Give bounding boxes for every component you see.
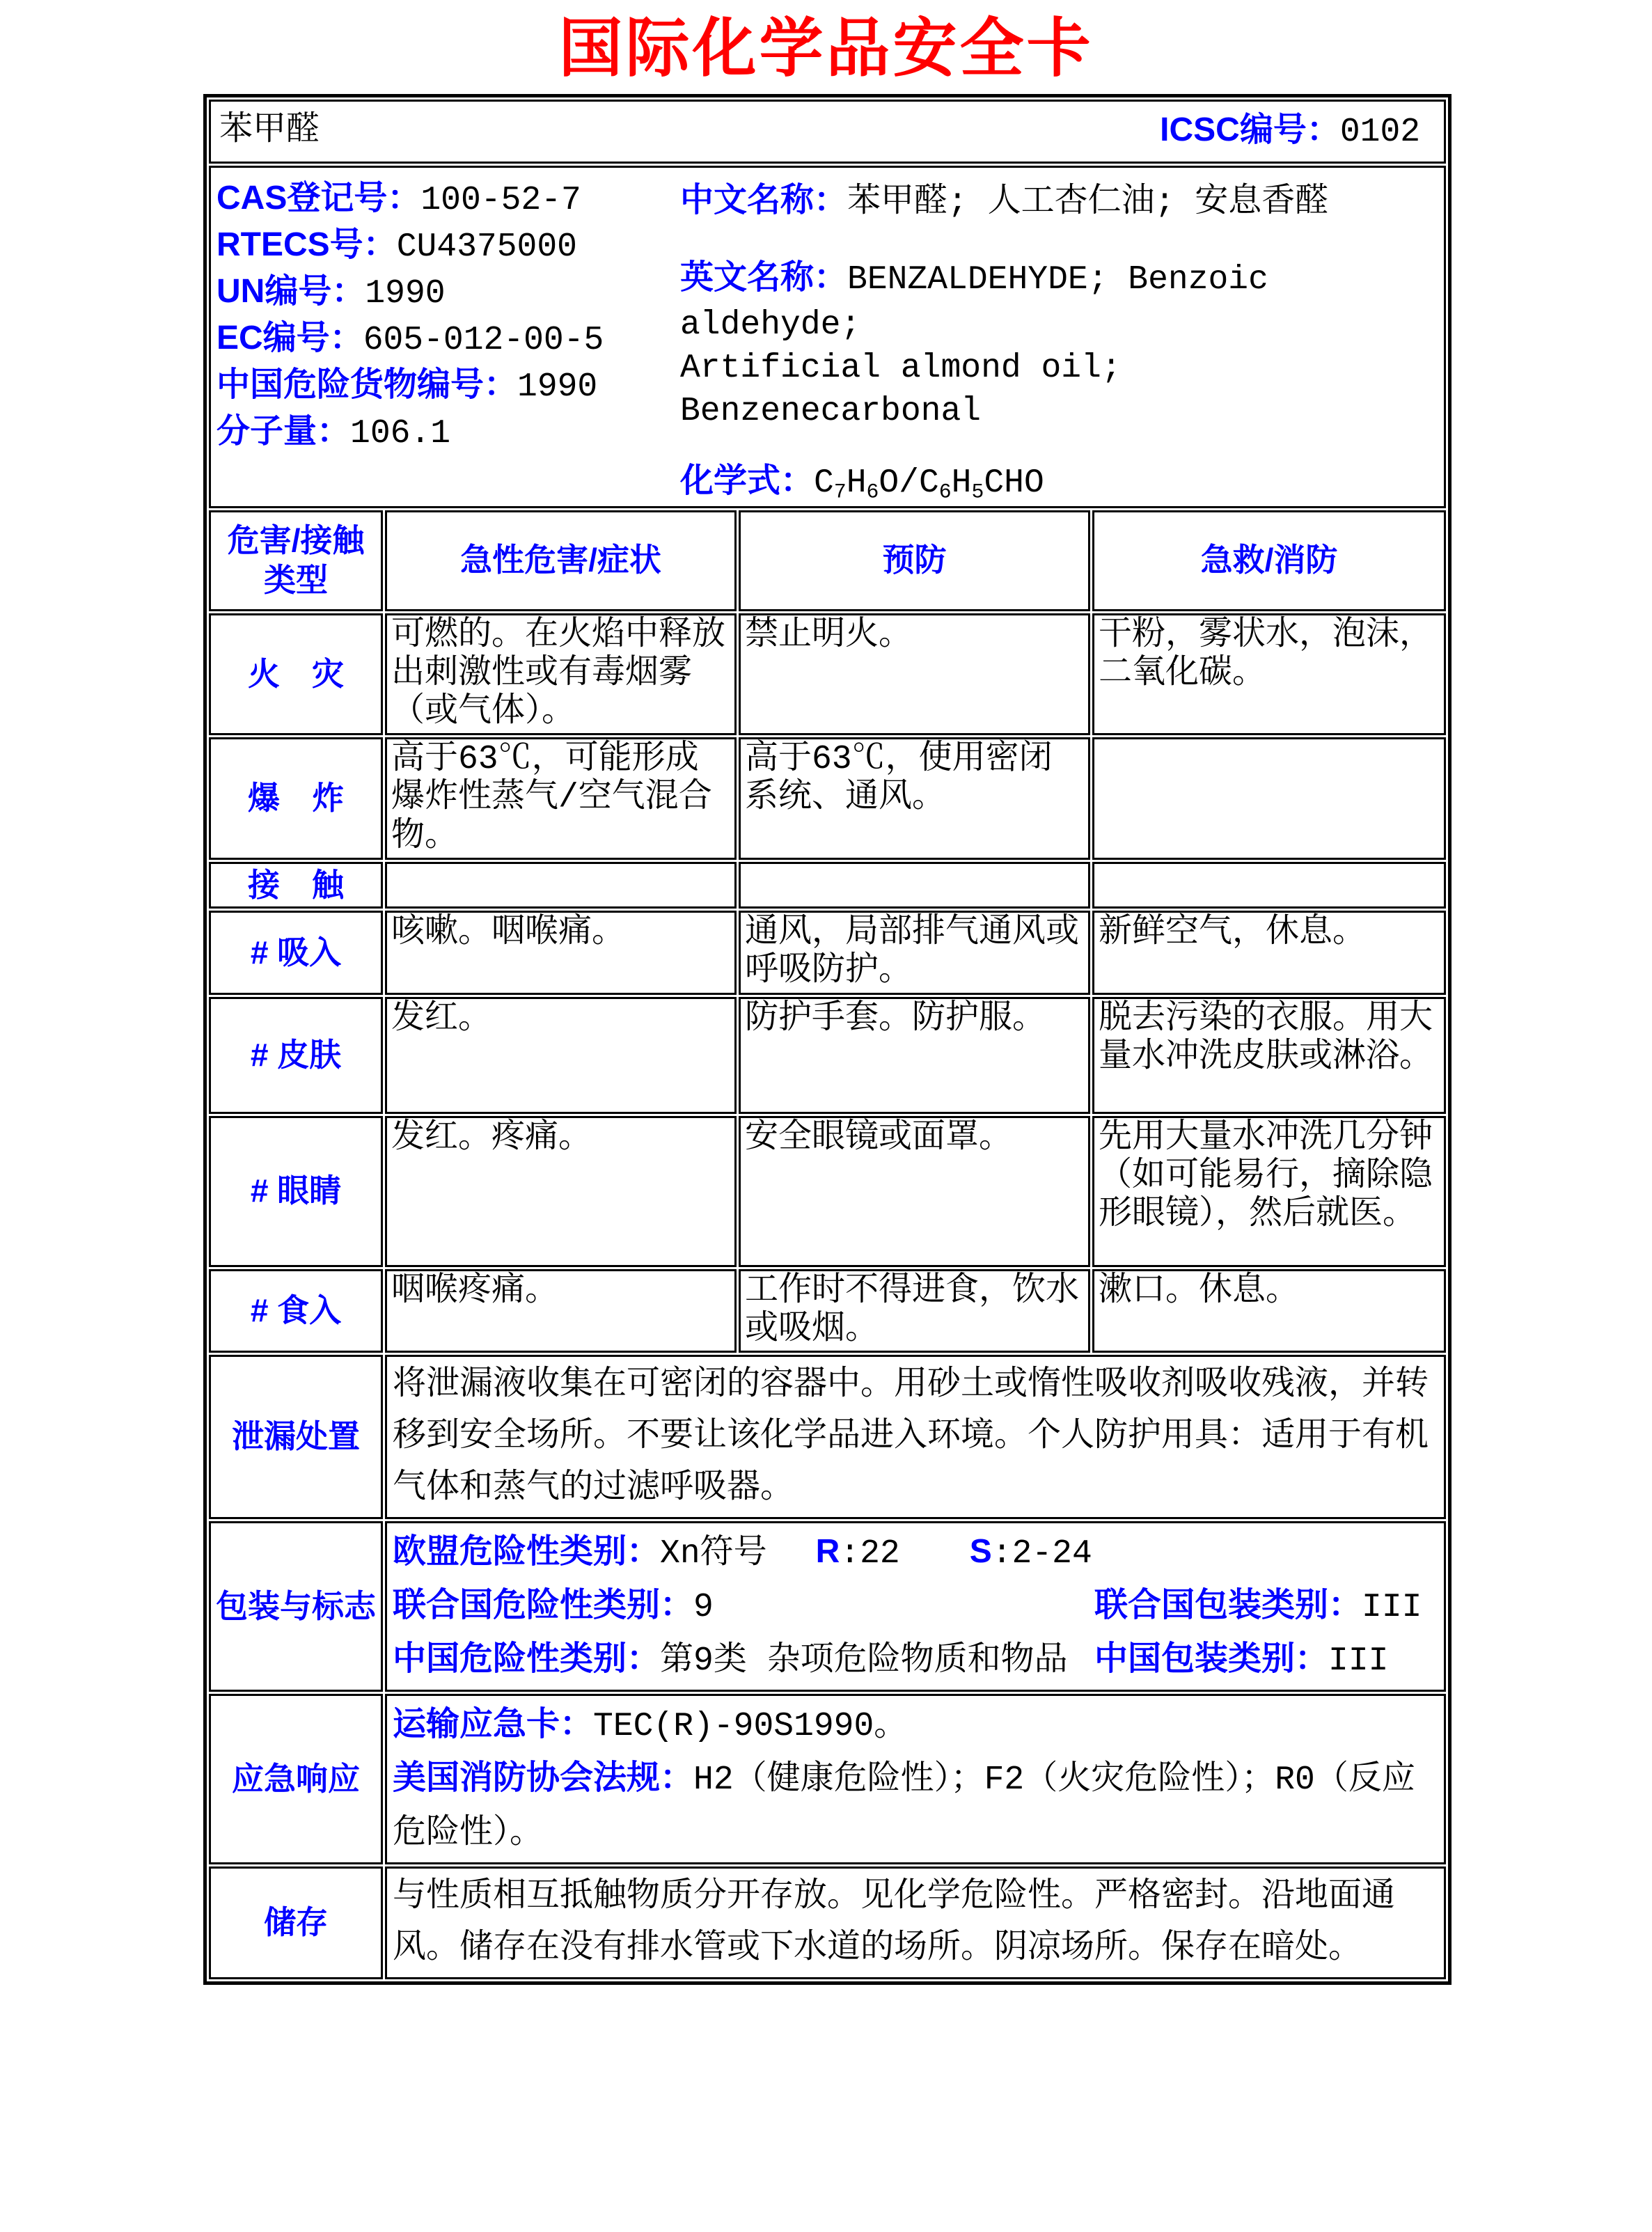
explosion-prevention-cell: 高于63℃，使用密闭系统、通风。 <box>739 737 1090 860</box>
r-phrase-label: R <box>815 1532 840 1570</box>
header-prevention: 预防 <box>739 510 1090 611</box>
mw-label: 分子量： <box>217 412 351 450</box>
skin-row <box>209 997 1446 1114</box>
explosion-type-label: 爆 炸 <box>209 737 383 860</box>
s-phrase-value: :2-24 <box>991 1534 1092 1573</box>
eyes-prevention-cell: 安全眼镜或面罩。 <box>739 1116 1090 1267</box>
zh-name-label: 中文名称： <box>680 181 848 219</box>
ingestion-prevention-cell: 工作时不得进食，饮水或吸烟。 <box>739 1269 1090 1353</box>
nfpa-label: 美国消防协会法规： <box>393 1759 694 1796</box>
inhalation-prevention-cell: 通风，局部排气通风或呼吸防护。 <box>739 911 1090 994</box>
rtecs-number-line <box>217 223 676 269</box>
packaging-labeling-row <box>209 1521 1446 1692</box>
spill-disposal-row <box>209 1355 1446 1519</box>
chinese-name-line <box>680 179 1435 224</box>
fire-response-cell: 干粉，雾状水，泡沫，二氧化碳。 <box>1092 613 1446 736</box>
safety-card-table <box>203 94 1452 1985</box>
cn-class-line <box>393 1633 1438 1687</box>
english-name-block <box>680 256 1435 433</box>
substance-name: 苯甲醛 <box>219 112 320 150</box>
cas-number-line <box>217 176 676 223</box>
mol-weight-line <box>217 409 676 456</box>
s-phrase-label: S <box>969 1532 992 1570</box>
formula-label: 化学式： <box>680 462 815 499</box>
eyes-type-label: # 眼睛 <box>209 1116 383 1267</box>
skin-response-cell: 脱去污染的衣服。用大量水冲洗皮肤或淋浴。 <box>1092 997 1446 1114</box>
ingestion-type-label: # 食入 <box>209 1269 383 1353</box>
rtecs-label: RTECS号： <box>217 226 397 263</box>
un-class-value: 9 <box>693 1588 714 1626</box>
eu-class-line <box>393 1526 1438 1580</box>
en-name-value-line2: Artificial almond oil; Benzenecarbonal <box>680 349 1122 430</box>
un-value: 1990 <box>365 274 446 313</box>
icsc-number: 0102 <box>1339 113 1421 151</box>
emergency-response-row <box>209 1694 1446 1864</box>
ec-number-line <box>217 316 676 363</box>
rtecs-value: CU4375000 <box>396 228 577 266</box>
cn-class-value: 第9类 杂项危险物质和物品 <box>660 1642 1068 1680</box>
ingestion-response-cell: 漱口。休息。 <box>1092 1269 1446 1353</box>
un-number-line <box>217 269 676 316</box>
explosion-row <box>209 737 1446 860</box>
skin-type-label: # 皮肤 <box>209 997 383 1114</box>
registry-ids <box>215 169 676 505</box>
cas-value: 100-52-7 <box>420 181 581 219</box>
explosion-symptoms-cell: 高于63℃，可能形成爆炸性蒸气/空气混合物。 <box>385 737 737 860</box>
eyes-response-cell: 先用大量水冲洗几分钟（如可能易行，摘除隐形眼镜），然后就医。 <box>1092 1116 1446 1267</box>
hazard-header-row <box>209 510 1446 611</box>
card-title-row <box>209 100 1446 164</box>
header-hazard-type: 危害/接触 类型 <box>209 510 383 611</box>
spill-disposal-text: 将泄漏液收集在可密闭的容器中。用砂土或惰性吸收剂吸收残液，并转移到安全场所。不要让该化学品进入环境。个人防护用具：适用于有机气体和蒸气的过滤呼吸器。 <box>385 1355 1446 1519</box>
eyes-symptoms-cell: 发红。疼痛。 <box>385 1116 737 1267</box>
eu-class-value: Xn符号 <box>660 1534 767 1573</box>
fire-prevention-cell: 禁止明火。 <box>739 613 1090 736</box>
fire-row <box>209 613 1446 736</box>
skin-prevention-cell: 防护手套。防护服。 <box>739 997 1090 1114</box>
cn-dangerous-goods-line <box>217 363 676 409</box>
tec-value: TEC(R)-90S1990。 <box>593 1707 908 1745</box>
eu-class-label: 欧盟危险性类别： <box>393 1532 661 1570</box>
inhalation-symptoms-cell: 咳嗽。咽喉痛。 <box>385 911 737 994</box>
un-label: UN编号： <box>217 272 365 310</box>
header-response: 急救/消防 <box>1092 510 1446 611</box>
skin-symptoms-cell: 发红。 <box>385 997 737 1114</box>
names-block <box>676 169 1440 505</box>
zh-name-value: 苯甲醛; 人工杏仁油; 安息香醛 <box>847 183 1329 221</box>
fire-type-label: 火 灾 <box>209 613 383 736</box>
mw-value: 106.1 <box>350 414 451 453</box>
inhalation-response-cell: 新鲜空气，休息。 <box>1092 911 1446 994</box>
ingestion-symptoms-cell: 咽喉疼痛。 <box>385 1269 737 1353</box>
storage-row <box>209 1866 1446 1979</box>
cn-pack-label: 中国包装类别： <box>1094 1640 1329 1677</box>
un-pack-label: 联合国包装类别： <box>1094 1586 1362 1624</box>
packaging-labeling-content <box>385 1521 1446 1692</box>
inhalation-row <box>209 911 1446 994</box>
nfpa-line <box>393 1752 1438 1860</box>
packaging-labeling-label: 包装与标志 <box>209 1521 383 1692</box>
page-title: 国际化学品安全卡 <box>558 13 1094 84</box>
icsc-label: ICSC编号： <box>1160 111 1340 148</box>
emergency-response-label: 应急响应 <box>209 1694 383 1864</box>
fire-symptoms-cell: 可燃的。在火焰中释放出刺激性或有毒烟雾（或气体）。 <box>385 613 737 736</box>
contact-type-label: 接 触 <box>209 862 383 909</box>
formula-line <box>680 459 1435 505</box>
formula-value: $C_7H_6O/C_6H_5CHO$ <box>814 464 1044 503</box>
ingestion-row <box>209 1269 1446 1353</box>
header-symptoms: 急性危害/症状 <box>385 510 737 611</box>
tec-line <box>393 1699 1438 1752</box>
inhalation-type-label: # 吸入 <box>209 911 383 994</box>
ec-label: EC编号： <box>217 319 363 356</box>
cn-dg-value: 1990 <box>517 368 598 406</box>
tec-label: 运输应急卡： <box>393 1705 594 1743</box>
cn-dg-label: 中国危险货物编号： <box>217 366 518 403</box>
r-phrase-value: :22 <box>840 1534 900 1573</box>
contact-row <box>209 862 1446 909</box>
spill-disposal-label: 泄漏处置 <box>209 1355 383 1519</box>
en-name-label: 英文名称： <box>680 258 848 296</box>
un-pack-value: III <box>1362 1588 1422 1626</box>
un-class-label: 联合国危险性类别： <box>393 1586 694 1624</box>
nfpa-value: H2（健康危险性）；F2（火灾危险性）；R0（反应危险性）。 <box>393 1761 1415 1853</box>
emergency-response-content <box>385 1694 1446 1864</box>
explosion-response-cell <box>1092 737 1446 860</box>
contact-symptoms-cell <box>385 862 737 909</box>
storage-label: 储存 <box>209 1866 383 1979</box>
cn-pack-value: III <box>1328 1642 1389 1680</box>
storage-text: 与性质相互抵触物质分开存放。见化学危险性。严格密封。沿地面通风。储存在没有排水管或下水道的场所。阴凉场所。保存在暗处。 <box>385 1866 1446 1979</box>
identification-row <box>209 166 1446 508</box>
ec-value: 605-012-00-5 <box>363 321 604 359</box>
en-name-value-line1: BENZALDEHYDE; Benzoic aldehyde; <box>680 260 1268 344</box>
eyes-row <box>209 1116 1446 1267</box>
icsc-number-group <box>1160 111 1420 152</box>
cn-class-label: 中国危险性类别： <box>393 1640 661 1677</box>
un-class-line <box>393 1580 1438 1633</box>
cas-label: CAS登记号： <box>217 179 421 217</box>
contact-response-cell <box>1092 862 1446 909</box>
contact-prevention-cell <box>739 862 1090 909</box>
